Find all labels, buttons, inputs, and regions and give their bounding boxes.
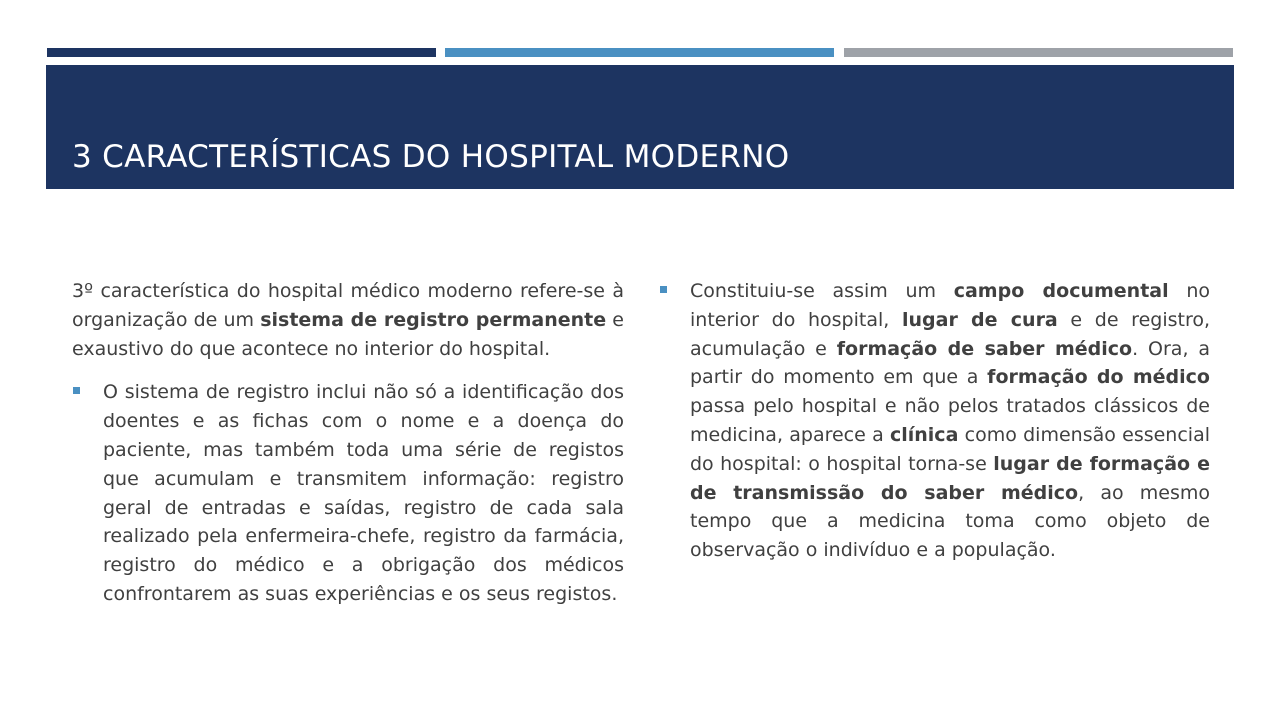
left-column [72,277,624,609]
right-text-5: passa pelo hospital e não pelos tratados clássicos de medicina, aparece a [690,395,1210,446]
right-text-1: Constituiu-se assim um [690,280,954,302]
left-bullet-item [72,378,624,608]
right-bold-4: formação do médico [987,366,1210,389]
intro-bold-1: sistema de registro permanente [260,308,607,331]
right-bold-5: clínica [889,423,959,446]
accent-bar-gray [844,48,1233,57]
right-bullet-paragraph [690,277,1210,565]
right-bold-1: campo documental [953,280,1169,302]
square-bullet-icon [73,387,80,394]
right-text-2: no interior do hospital, [690,280,1210,331]
right-text-3: e de registro, acumulação e [690,308,1211,360]
right-bold-2: lugar de cura [901,308,1058,331]
right-column [658,277,1210,565]
right-text-6: como dimensão essencial do hospital: o hospital torna-se [690,423,1210,475]
right-text-4: . Ora, a partir do momento em que a [690,337,1210,389]
right-bullet-item [658,277,1210,565]
right-bold-3: formação de saber médico [836,337,1133,360]
right-text-7: , ao mesmo tempo que a medicina toma como objeto de observação o indivíduo e a população. [690,481,1210,562]
intro-text-2: e exaustivo do que acontece no interior do hospital. [72,308,624,360]
intro-text-1: 3º característica do hospital médico moderno refere-se à organização de um [72,280,624,331]
intro-paragraph [72,277,624,363]
slide-title: 3 CARACTERÍSTICAS DO HOSPITAL MODERNO [72,139,790,175]
square-bullet-icon [660,286,667,293]
accent-bar-dark [47,48,436,57]
title-band [46,65,1234,189]
accent-bar-blue [445,48,834,57]
right-bold-6: lugar de formação e de transmissão do saber médico [690,452,1210,504]
left-bullet-text: O sistema de registro inclui não só a identificação dos doentes e as fichas com o nome e a doença do paciente, mas também toda uma série de registos que acumulam e transmitem informação: registro geral de entradas e saídas, registro de cada sala realizado pela enfermeira-chefe, registro da farmácia, registro do médico e a obrigação dos médicos confrontarem as suas experiências e os seus registos. [103,381,624,605]
